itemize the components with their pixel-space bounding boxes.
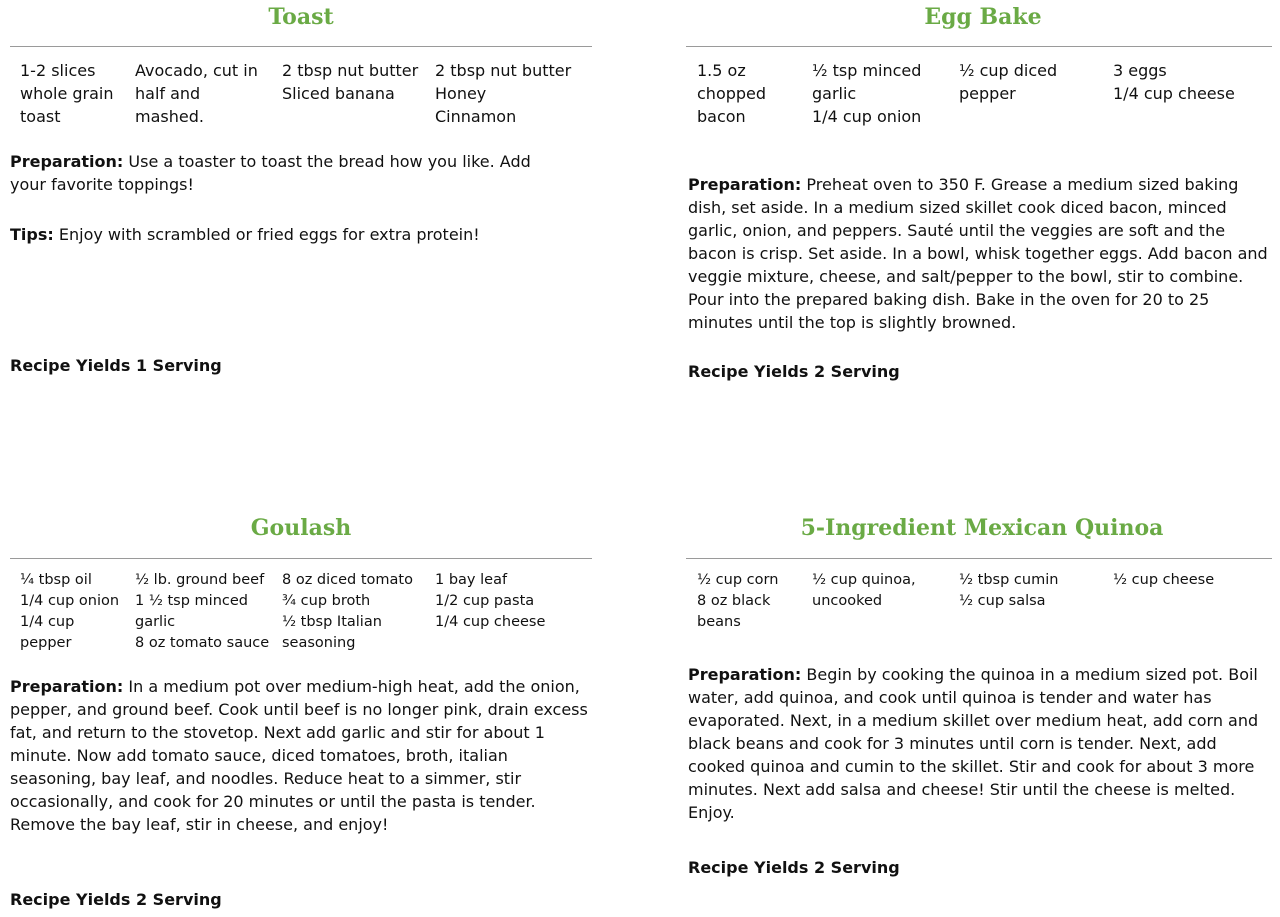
ingredient-column: 3 eggs 1/4 cup cheese (1113, 61, 1235, 103)
ingredient-column: 2 tbsp nut butter Honey Cinnamon (435, 61, 572, 126)
ingredient-column: 8 oz diced tomato ¾ cup broth ½ tbsp Italian seasoning (282, 572, 413, 651)
recipe-yield: Recipe Yields 2 Serving (688, 362, 900, 381)
ingredient-column: ¼ tbsp oil 1/4 cup onion 1/4 cup pepper (20, 572, 120, 651)
recipe-card-egg-bake (686, 4, 1272, 394)
preparation-text (10, 675, 592, 836)
preparation-text (688, 663, 1272, 824)
ingredient-column: Avocado, cut in half and mashed. (135, 61, 258, 126)
recipe-yield: Recipe Yields 2 Serving (10, 890, 222, 909)
recipe-title: Toast (268, 4, 334, 30)
ingredient-column: ½ cup quinoa, uncooked (812, 572, 916, 609)
ingredient-column: ½ cup cheese (1113, 572, 1215, 588)
recipe-card-toast (10, 4, 592, 394)
recipe-card-goulash (10, 515, 592, 915)
ingredient-column: ½ cup corn 8 oz black beans (697, 572, 779, 630)
ingredient-column: 1.5 oz chopped bacon (697, 61, 767, 126)
tips-text (10, 223, 592, 246)
tips-label: Tips: (10, 225, 54, 244)
preparation-label: Preparation: (688, 175, 802, 194)
preparation-body: Use a toaster to toast the bread how you like. Add your favorite toppings! (10, 152, 531, 194)
preparation-body: In a medium pot over medium-high heat, add the onion, pepper, and ground beef. Cook until beef is no longer pink, drain excess fat, and return to the stovetop. Next add garlic and stir for about 1 minute. Now add tomato sauce, diced tomatoes, broth, italian seasoning, bay leaf, and noodles. Reduce heat to a simmer, stir occasionally, and cook for 20 minutes or until the pasta is tender. Remove the bay leaf, stir in cheese, and enjoy! (10, 677, 588, 834)
preparation-label: Preparation: (10, 152, 124, 171)
recipe-yield: Recipe Yields 2 Serving (688, 858, 900, 877)
ingredient-column: 1 bay leaf 1/2 cup pasta 1/4 cup cheese (435, 572, 546, 630)
tips-body: Enjoy with scrambled or fried eggs for extra protein! (58, 225, 480, 244)
ingredient-column: 1-2 slices whole grain toast (20, 61, 114, 126)
ingredient-column: 2 tbsp nut butter Sliced banana (282, 61, 419, 103)
divider (10, 558, 592, 559)
recipe-title: Egg Bake (924, 4, 1042, 30)
ingredient-column: ½ tsp minced garlic 1/4 cup onion (812, 61, 922, 126)
divider (686, 558, 1272, 559)
preparation-text (10, 150, 550, 196)
ingredient-column: ½ lb. ground beef 1 ½ tsp minced garlic 8 oz tomato sauce (135, 572, 270, 651)
preparation-body: Begin by cooking the quinoa in a medium sized pot. Boil water, add quinoa, and cook until quinoa is tender and water has evaporated. Next, in a medium skillet over medium heat, add corn and black beans and cook for 3 minutes until corn is tender. Next, add cooked quinoa and cumin to the skillet. Stir and cook for about 3 more minutes. Next add salsa and cheese! Stir until the cheese is melted. Enjoy. (688, 665, 1259, 822)
recipe-title: 5-Ingredient Mexican Quinoa (800, 515, 1164, 541)
preparation-text (688, 173, 1272, 334)
preparation-label: Preparation: (10, 677, 124, 696)
preparation-body: Preheat oven to 350 F. Grease a medium sized baking dish, set aside. In a medium sized skillet cook diced bacon, minced garlic, onion, and peppers. Sauté until the veggies are soft and the bacon is crisp. Set aside. In a bowl, whisk together eggs. Add bacon and veggie mixture, cheese, and salt/pepper to the bowl, stir to combine. Pour into the prepared baking dish. Bake in the oven for 20 to 25 minutes until the top is slightly browned. (688, 175, 1268, 332)
divider (686, 46, 1272, 47)
recipe-title: Goulash (250, 515, 352, 541)
recipe-card-mexican-quinoa (686, 515, 1272, 915)
recipe-yield: Recipe Yields 1 Serving (10, 356, 222, 375)
ingredient-column: ½ cup diced pepper (959, 61, 1058, 103)
ingredient-column: ½ tbsp cumin ½ cup salsa (959, 572, 1059, 609)
divider (10, 46, 592, 47)
preparation-label: Preparation: (688, 665, 802, 684)
